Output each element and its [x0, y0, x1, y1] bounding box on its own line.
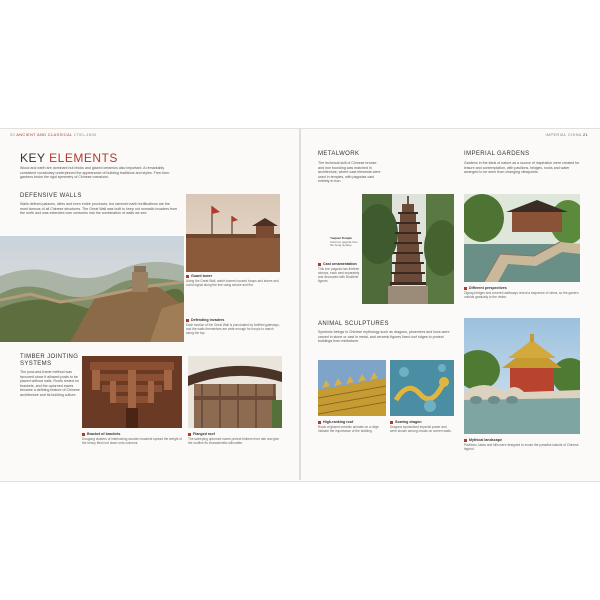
flanged-caption	[188, 432, 282, 445]
left-chapter: ANCIENT AND CLASSICAL	[16, 132, 73, 137]
guard-tower-title: Guard tower	[191, 274, 213, 278]
page-title	[20, 151, 118, 165]
caption-marker	[318, 421, 321, 424]
caption-marker	[82, 433, 85, 436]
timber-heading: TIMBER JOINTING SYSTEMS	[20, 354, 79, 367]
animal-heading: ANIMAL SCULPTURES	[318, 321, 389, 327]
summer-palace-photo	[464, 318, 580, 434]
title-elements: ELEMENTS	[49, 151, 118, 165]
metalwork-heading: METALWORK	[318, 151, 360, 157]
mythical-text: Pavilions, lakes and hills were designed to evoke the paradise islands of Chinese legend.	[464, 442, 579, 451]
left-folio	[10, 132, 97, 137]
perspective-title: Different perspectives	[469, 286, 507, 290]
great-wall-photo	[0, 236, 184, 342]
bracket-title: Bracket of brackets	[87, 432, 121, 436]
gate-text: Each section of the Great Wall is punctuated by fortified gateways, and the walls themselves are wide enough for troops to march along the top.	[186, 322, 280, 335]
dragon-photo	[390, 360, 454, 416]
gate-caption	[186, 318, 280, 335]
animal-text: Symbolic beings in Chinese mythology such as dragons, phoenixes and lions were carved in stone or cast in metal, and ceramic figures lined roof ridges to protect buildings from misfortune.	[318, 330, 450, 344]
book-gutter	[299, 128, 301, 480]
title-key: KEY	[20, 151, 46, 165]
roof-figures-photo	[318, 360, 386, 416]
roof-title: High-ranking roof	[323, 420, 354, 424]
dragon-title: Soaring dragon	[395, 420, 422, 424]
roof-caption	[318, 420, 386, 433]
dragon-text: Dragons symbolised imperial power and were shown among clouds on screen walls.	[390, 424, 452, 433]
caption-marker	[186, 319, 189, 322]
pagoda-text: This iron pagoda has thirteen storeys, each cast separately and decorated with Buddhist figures.	[318, 266, 360, 283]
flanged-roof-photo	[188, 356, 282, 428]
bracket-caption	[82, 432, 182, 445]
caption-marker	[188, 433, 191, 436]
gardens-text: Gardens in the ideal of nature as a source of inspiration were created for leisure and contemplation, with pavilions, bridges, rocks and water arranged to be seen from changing viewpoints.	[464, 161, 580, 175]
walls-heading: DEFENSIVE WALLS	[20, 193, 82, 199]
caption-marker	[464, 439, 467, 442]
pagoda-caption	[318, 262, 360, 283]
mythical-caption	[464, 438, 580, 451]
guard-tower-photo	[186, 194, 280, 272]
guard-tower-text: Along the Great Wall, watch towers housed troops and stores and could signal along the line using smoke and fire.	[186, 278, 279, 287]
caption-marker	[186, 275, 189, 278]
bracket-text: Dougong clusters of interlocking wooden brackets spread the weight of the heavy tiled roof down onto columns.	[82, 436, 182, 445]
perspective-caption	[464, 286, 580, 299]
right-page-number: 21	[582, 132, 588, 137]
timber-text: The post-and-frame method was favoured since it allowed posts to be placed without nails. Roofs rested on brackets, and the upturned eaves became a defining feature of Chinese architecture and its building culture.	[20, 370, 80, 397]
right-folio	[545, 132, 588, 137]
gardens-heading: IMPERIAL GARDENS	[464, 151, 530, 157]
roof-text: Rows of glazed ceramic animals on a ridge indicate the importance of the building.	[318, 424, 379, 433]
mythical-title: Mythical landscape	[469, 438, 502, 442]
caption-marker	[318, 263, 321, 266]
caption-marker	[390, 421, 393, 424]
dragon-caption	[390, 420, 454, 433]
flanged-title: Flanged roof	[193, 432, 215, 436]
bracket-photo	[82, 356, 182, 428]
pagoda-small-title: Yuquan Temple	[330, 236, 352, 240]
pagoda-title: Cast ornamentation	[323, 262, 357, 266]
caption-marker	[464, 287, 467, 290]
pagoda-small-text: Cast iron pagoda from the Song dynasty.	[330, 239, 358, 248]
gate-title: Defending invaders	[191, 318, 225, 322]
garden-bridge-photo	[464, 194, 580, 282]
flanged-text: The sweeping upturned eaves protect timbers from rain and give the roofline its characteristic silhouette.	[188, 436, 280, 445]
right-title: IMPERIAL CHINA	[545, 132, 582, 137]
left-page-number: 20	[10, 132, 16, 137]
pagoda-photo	[362, 194, 454, 304]
metalwork-text: The technical skill of Chinese bronze and iron founding was matched in architecture, where cast elements were used in temples, with pagodas cast entirely in iron.	[318, 161, 381, 184]
guard-tower-caption	[186, 274, 280, 287]
perspective-text: Zigzag bridges and covered walkways reveal a sequence of views, so the garden unfolds gradually to the visitor.	[464, 290, 579, 299]
left-dates: 1700–1600	[73, 132, 97, 137]
intro-text: Wood and earth are dominant but bricks and glazed ceramics also important. A remarkably consistent vocabulary underpinned the appearance of building traditions and styles. Free-form gardens broke the rigid symmetry of Chinese mansions.	[20, 166, 170, 180]
walls-text: Walls defined palaces, cities and even entire provinces, but rammed earth fortifications are the most famous of all Chinese structures. The Great Wall was built to keep out nomadic invaders from the north and was extended over centuries into the combination of walls we see.	[20, 202, 178, 216]
pagoda-small-caption	[330, 236, 360, 248]
